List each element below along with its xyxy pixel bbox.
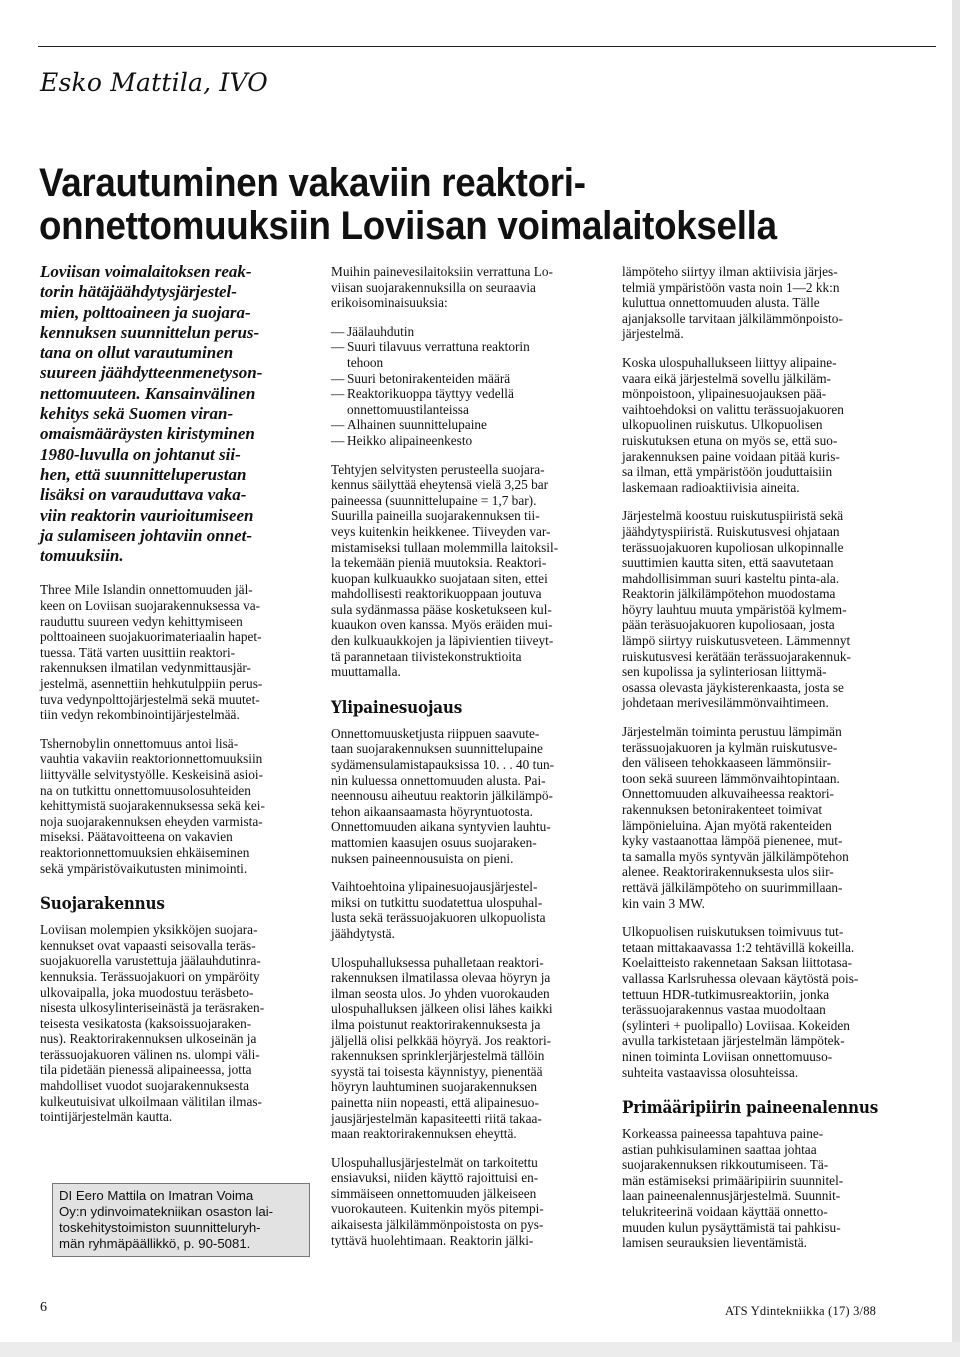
scan-bottom-edge: [0, 1342, 960, 1357]
text-line: avulla tarkistetaan järjestelmän lämpötek-: [622, 1033, 845, 1049]
text-line: tana on ollut varautuminen: [40, 343, 234, 363]
list-item-text: Alhainen suunnittelupaine: [347, 417, 487, 433]
text-line: viisan suojarakennuksilla on seuraavia: [331, 279, 536, 295]
text-line: jäähdytyspiiristä. Ruiskutusvesi ohjataan: [622, 523, 840, 539]
text-line: rakennuksen betonirakenteet toimivat: [622, 802, 823, 817]
column-1: [40, 262, 312, 1138]
text-line: ajanjaksolle tarvitaan jälkilämmönpoisto-: [622, 310, 843, 326]
text-line: ulkovaipalla, joka muodostuu teräsbeto-: [40, 984, 254, 1000]
text-line: Loviisan molempien yksikköjen suojara-: [40, 922, 258, 938]
text-line: taan suojarakennuksen suunnittelupaine: [331, 741, 543, 757]
text-line: Ulospuhallusjärjestelmät on tarkoitettu: [331, 1154, 538, 1170]
text-line: Tehtyjen selvitysten perusteella suojara-: [331, 461, 545, 477]
text-line: Ulkopuolisen ruiskutuksen toimivuus tut-: [622, 924, 844, 940]
text-line: den väliseen tehokkaaseen lämmönsiir-: [622, 755, 832, 771]
paragraph: [331, 879, 604, 941]
text-line: ninen toiminta Loviisan onnettomuuso-: [622, 1048, 833, 1064]
text-line: den kulkuaukkojen ja läpivientien tiiveyt-: [331, 633, 554, 649]
text-line: nettomuuteen. Kansainvälinen: [40, 383, 256, 403]
text-line: viin reaktorin vaurioitumiseen: [40, 505, 254, 525]
text-line: laskemaan radioaktiivisia aineita.: [622, 479, 800, 495]
text-line: Loviisan voimalaitoksen reak-: [40, 262, 252, 281]
text-line: polttoaineen suojakuorimateriaalin hapet-: [40, 629, 262, 645]
text-line: rakennuksen ilmatilan vedynmittausjär-: [40, 660, 251, 676]
text-line: ruiskutusvesi kerätään terässuojarakennuk-: [622, 648, 851, 664]
text-line: suhteita vastaavissa olosuhteissa.: [622, 1064, 799, 1080]
dash-bullet: —: [331, 370, 345, 386]
text-line: toskehitystoimiston suunnitteluryh-: [59, 1220, 261, 1235]
text-line: torin hätäjäähdytysjärjestel-: [40, 282, 237, 302]
text-line: lusta sekä terässuojakuoren ulkopuolista: [331, 910, 546, 926]
text-line: sen kupolissa ja sylinteriosan liittymä-: [622, 664, 827, 680]
text-line: astian puhkisulaminen saattaa johtaa: [622, 1141, 817, 1157]
text-line: teisesta vesikatosta (kaksoissuojaraken-: [40, 1015, 252, 1031]
section-heading-suojarakennus: Suojarakennus: [40, 894, 165, 914]
text-line: ilma poistunut reaktorirakennuksesta ja: [331, 1016, 541, 1032]
text-line: pään teräsuojakuoren kupoliosaan, josta: [622, 617, 835, 633]
paragraph: [331, 1155, 604, 1249]
text-line: rakennuksen ilmatilassa olevaa höyryn ja: [331, 970, 551, 986]
text-line: lämpöteho siirtyy ilman aktiivisia järjes-: [622, 264, 838, 279]
text-line: suojarakennuksen rikkoutumiseen. Tä-: [622, 1157, 829, 1173]
list-item: [331, 433, 604, 449]
paragraph: [622, 264, 902, 342]
text-line: mattomien kaasujen osuus suojaraken-: [331, 835, 537, 850]
paragraph: [331, 462, 604, 680]
author-info-box: [52, 1183, 310, 1257]
text-line: vauhtia vakaviin reaktorionnettomuuksiin: [40, 751, 263, 767]
text-line: jestelmä, asennettiin hehkutulppiin perus-: [40, 676, 263, 692]
text-line: veys kuitenkin heikkenee. Tiiveyden var-: [331, 523, 551, 539]
text-line: kin vain 3 MW.: [622, 895, 705, 911]
text-line: jausjärjestelmän kapasiteetti riitä takaa-: [331, 1110, 542, 1126]
text-line: tuessa. Tätä varten uusittiin reaktori-: [40, 644, 236, 660]
text-line: kennukset ovat vapaasti seisovalla teräs-: [40, 937, 256, 953]
text-line: män estämiseksi primääripiirin suunnitel-: [622, 1172, 844, 1188]
text-line: ilman seosta ulos. Jo yhden vuorokauden: [331, 985, 550, 1001]
dash-bullet: —: [331, 323, 345, 339]
list-item-continuation: tehoon: [347, 354, 384, 370]
list-item-text: Suuri betonirakenteiden määrä: [347, 370, 511, 386]
text-line: aikaisesta jälkilämmönpoistosta on pys-: [331, 1217, 544, 1233]
author-byline: Esko Mattila, IVO: [40, 68, 268, 97]
text-line: lisäksi on varauduttava vaka-: [40, 485, 247, 505]
text-line: Oy:n ydinvoimatekniikan osaston lai-: [59, 1204, 274, 1219]
text-line: kennuksen suunnittelun perus-: [40, 322, 260, 342]
text-line: painetta niin nopeasti, että alipainesuo-: [331, 1094, 539, 1110]
text-line: män ryhmäpäällikkö, p. 90-5081.: [59, 1236, 251, 1251]
text-line: mien, polttoaineen ja suojara-: [40, 302, 251, 322]
text-line: sydämensulamistapauksissa 10. . . 40 tun-: [331, 757, 555, 773]
column-2: [331, 264, 604, 1261]
text-line: tyttävä huolehtimaan. Reaktorin jälki-: [331, 1232, 534, 1248]
text-line: rettävä jälkilämpöteho on suurimmillaan-: [622, 879, 843, 895]
text-line: Koska ulospuhallukseen liittyy alipaine-: [622, 354, 837, 370]
text-line: vaihtoehdoksi on valittu terässuojakuoren: [622, 401, 844, 417]
list-item: [331, 324, 604, 340]
paragraph: [622, 355, 902, 495]
text-line: nin kuluessa onnettomuuden alusta. Pai-: [331, 772, 546, 788]
text-line: Järjestelmä koostuu ruiskutuspiiristä sekä: [622, 508, 844, 524]
text-line: Vaihtoehtoina ylipainesuojausjärjestel-: [331, 879, 538, 895]
text-line: miksi on tutkittu suodatettua ulospuhal-: [331, 894, 543, 910]
text-line: rauduttu suureen vedyn kehittymiseen: [40, 613, 243, 629]
text-line: reaktorionnettomuuksien ehkäiseminen: [40, 844, 250, 860]
text-line: nuksen paineennousuista on pieni.: [331, 850, 514, 866]
section-heading-ylipainesuojaus: Ylipainesuojaus: [331, 697, 463, 717]
text-line: toon sekä suureen lämmönvaihtopintaan.: [622, 770, 840, 786]
text-line: ta samalla myös syntyvän jälkilämpötehon: [622, 848, 849, 864]
text-line: sekä ympäristövaikutusten minimointi.: [40, 860, 248, 876]
paragraph: [331, 955, 604, 1142]
text-line: mönpoistoon, ylipainesuojauksen pää-: [622, 386, 827, 402]
text-line: Onnettomuuden aikana syntyvien lauhtu-: [331, 819, 551, 835]
text-line: 1980-luvulla on johtanut sii-: [40, 444, 241, 464]
text-line: jarakennuksen paine voidaan pitää kuris-: [622, 448, 840, 464]
text-line: Koelaitteisto rakennetaan Saksan liittotasa-: [622, 955, 853, 971]
text-line: liittyvälle selvitystyölle. Keskeisinä asioi-: [40, 766, 264, 782]
text-line: hen, että suunnitteluperustan: [40, 464, 247, 484]
text-line: muuden kulun pysäyttämistä tai pahkisu-: [622, 1219, 841, 1235]
text-line: syystä tai toisesta käynnistyy, pienentää: [331, 1063, 543, 1079]
text-line: laan paineenalennusjärjestelmä. Suunnit-: [622, 1188, 841, 1204]
list-item-continuation: onnettomuustilanteissa: [347, 401, 469, 417]
text-line: ensiavuksi, niiden käyttö rajoittuisi en-: [331, 1170, 539, 1186]
text-line: Muihin painevesilaitoksiin verrattuna Lo-: [331, 264, 553, 279]
list-item: [331, 371, 604, 387]
text-line: Tshernobylin onnettomuus antoi lisä-: [40, 735, 239, 751]
text-line: noja suojarakennuksen eheyden varmista-: [40, 813, 263, 829]
paragraph: [331, 726, 604, 866]
text-line: kulkeutuisivat ulkoilmaan välitilan ilmas-: [40, 1093, 262, 1109]
text-line: lämpönieluina. Ajan myötä rakenteiden: [622, 817, 832, 833]
text-line: tomuuksiin.: [40, 546, 124, 566]
text-line: höyryn lauhtuminen suojarakennuksen: [331, 1079, 538, 1095]
text-line: mahdolliset vuodot suojarakennuksesta: [40, 1078, 250, 1094]
column-3: [622, 264, 902, 1264]
text-line: neennousu aiheutuu reaktorin jälkilämpö-: [331, 788, 553, 804]
text-line: vuorokauteen. Kuitenkin myös pitempi-: [331, 1201, 544, 1217]
scan-edge: [952, 0, 960, 1357]
text-line: mistamiseksi tullaan molemmilla laitoksil-: [331, 539, 559, 555]
text-line: tettuun HDR-tutkimusreaktoriin, jonka: [622, 986, 830, 1002]
list-item-text: Heikko alipaineenkesto: [347, 432, 473, 448]
text-line: la tekemään pieniä muutoksia. Reaktori-: [331, 555, 547, 571]
text-line: Korkeassa paineessa tapahtuva paine-: [622, 1126, 824, 1142]
text-line: kuopan kulkuaukko suojataan siten, ettei: [331, 570, 548, 586]
text-line: osassa olevasta jäykisterenkaasta, josta se: [622, 679, 844, 695]
text-line: maan reaktorirakennuksen eheyttä.: [331, 1126, 517, 1142]
features-list: [331, 324, 604, 449]
dash-bullet: —: [331, 432, 345, 448]
paragraph: [622, 508, 902, 711]
text-line: lamisen seurauksien lieventämistä.: [622, 1235, 807, 1251]
text-line: jäähdytystä.: [331, 925, 395, 941]
text-line: tointijärjestelmän kautta.: [40, 1109, 173, 1125]
article-title: [39, 162, 876, 248]
text-line: johdetaan merivesilämmönvaihtimeen.: [622, 695, 829, 711]
text-line: kennuksia. Terässuojakuori on ympäröity: [40, 968, 260, 984]
text-line: sula sydänmassa pääse kosketukseen kul-: [331, 601, 552, 617]
text-line: Järjestelmän toiminta perustuu lämpimän: [622, 724, 842, 740]
dash-bullet: —: [331, 339, 345, 355]
text-line: höyry lauhtuu muuta ympäristöä kylmem-: [622, 601, 847, 617]
text-line: alenee. Reaktorirakennuksesta ulos siir-: [622, 864, 834, 880]
text-line: Onnettomuusketjusta riippuen saavute-: [331, 725, 540, 741]
text-line: suojakuorella varustettuja jäälauhdutinra-: [40, 953, 261, 969]
text-line: vaara eikä järjestelmä sovellu jälkiläm-: [622, 370, 831, 386]
dash-bullet: —: [331, 417, 345, 433]
page-number: 6: [40, 1300, 47, 1315]
text-line: rakennuksen sprinklerjärjestelmä tällöin: [331, 1048, 545, 1064]
paragraph: [40, 922, 312, 1125]
text-line: sa ilman, että ympäristöön jouduttaisiin: [622, 464, 833, 480]
text-line: paineessa (suunnittelupaine = 1,7 bar).: [331, 492, 537, 508]
text-line: kuaukon oven kanssa. Myös eräiden mui-: [331, 617, 553, 633]
text-line: terässuojarakennus vastaa muodoltaan: [622, 1002, 826, 1018]
text-line: Onnettomuuden alkuvaiheessa reaktori-: [622, 786, 834, 802]
text-line: mahdollisesti reaktorikuoppaan joutuva: [331, 586, 542, 602]
text-line: Suurilla paineilla suojarakennuksen tii-: [331, 508, 540, 524]
text-line: suureen jäähdytteenmenetyson-: [40, 363, 263, 383]
text-line: terässuojakuoren kupoliosan ulkopinnalle: [622, 539, 844, 555]
list-item-text: Jäälauhdutin: [347, 323, 415, 339]
text-line: ja sulamiseen johtaviin onnet-: [40, 525, 253, 545]
title-line: onnettomuuksiin Loviisan voimalaitoksella: [39, 204, 777, 248]
text-line: omaismääräysten kiristyminen: [40, 424, 255, 444]
text-line: (sylinteri + puolipallo) Loviisaa. Kokeiden: [622, 1017, 850, 1033]
top-rule: [38, 46, 936, 47]
text-line: DI Eero Mattila on Imatran Voima: [59, 1188, 254, 1203]
journal-footer: ATS Ydintekniikka (17) 3/88: [725, 1304, 877, 1318]
lead-paragraph: [40, 262, 312, 566]
text-line: suuttimien kautta siten, että saavutetaan: [622, 555, 834, 571]
text-line: ulkopuolinen ruiskutus. Ulkopuolisen: [622, 417, 823, 433]
list-item-text: Suuri tilavuus verrattuna reaktorin: [347, 339, 530, 355]
text-line: muuttamalla.: [331, 664, 401, 680]
text-line: Ulospuhalluksessa puhalletaan reaktori-: [331, 954, 544, 970]
text-line: nisesta ulkosylinteriseinästä ja teräsraken-: [40, 1000, 265, 1016]
text-line: telmiä ympäristöön vasta noin 1—2 kk:n: [622, 279, 840, 295]
text-line: vallassa Karlsruhessa olevaan käytöstä pois-: [622, 970, 859, 986]
text-line: na on tutkittu onnettomuusolosuhteiden: [40, 782, 251, 798]
text-line: nus). Reaktorirakennuksen ulkoseinän ja: [40, 1031, 257, 1047]
text-line: tila pidetään pienessä alipaineessa, jotta: [40, 1062, 252, 1078]
text-line: jäljellä olisi pelkkää höyryä. Jos reaktori-: [331, 1032, 552, 1048]
text-line: tehon aikaansaamasta höyryntuotosta.: [331, 803, 533, 819]
list-item-text: Reaktorikuoppa täyttyy vedellä: [347, 386, 514, 402]
paragraph: [622, 724, 902, 911]
section-heading-primaaripiiri: Primääripiirin paineenalennus: [622, 1098, 879, 1118]
text-line: kyky vastaanottaa lämpöä pienenee, mut-: [622, 833, 843, 849]
text-line: telukriteerinä voidaan käyttää onnetto-: [622, 1204, 828, 1220]
text-line: tä parannetaan tiivistekonstruktioita: [331, 648, 522, 664]
text-line: mahdollisimman suuri kasteltu pinta-ala.: [622, 570, 840, 586]
list-item: [331, 386, 604, 402]
paragraph: [622, 1126, 902, 1251]
text-line: erikoisominaisuuksia:: [331, 295, 448, 311]
paragraph: [622, 924, 902, 1080]
text-line: terässuojakuoren ja kylmän ruiskutusve-: [622, 739, 838, 755]
text-line: miseksi. Päätavoitteena on vakavien: [40, 829, 233, 845]
text-line: lämpö siirtyy ruiskutusveteen. Lämmennyt: [622, 633, 851, 649]
text-line: Three Mile Islandin onnettomuuden jäl-: [40, 582, 253, 598]
text-line: tuva vedynpolttojärjestelmä sekä muutet-: [40, 691, 260, 707]
text-line: kennus säilyttää eheytensä vielä 3,25 bar: [331, 477, 549, 493]
text-line: järjestelmä.: [622, 326, 684, 342]
list-item: [331, 417, 604, 433]
list-item: [331, 339, 604, 355]
text-line: terässuojakuoren välinen ns. ulompi väli-: [40, 1046, 260, 1062]
text-line: simmäiseen onnettomuuden jälkeiseen: [331, 1185, 537, 1201]
paragraph: [331, 264, 604, 311]
text-line: tetaan mittakaavassa 1:2 tehtävillä kokeilla.: [622, 939, 855, 955]
text-line: ulospuhalluksen jälkeen olisi lähes kaikki: [331, 1001, 553, 1017]
text-line: ruiskutuksen etuna on myös se, että suo-: [622, 432, 838, 448]
text-line: tiin vedyn rekombinointijärjestelmää.: [40, 707, 240, 723]
text-line: Reaktorin jälkilämpötehon muodostama: [622, 586, 836, 602]
text-line: kuluttua onnettomuuden alusta. Tälle: [622, 295, 820, 311]
title-line: Varautuminen vakaviin reaktori-: [39, 161, 586, 205]
paragraph: [40, 582, 312, 722]
text-line: kehitys sekä Suomen viran-: [40, 404, 234, 424]
text-line: kehittymistä suojarakennuksessa sekä kei-: [40, 798, 265, 814]
text-line: keen on Loviisan suojarakennuksessa va-: [40, 598, 261, 614]
paragraph: [40, 736, 312, 876]
dash-bullet: —: [331, 386, 345, 402]
